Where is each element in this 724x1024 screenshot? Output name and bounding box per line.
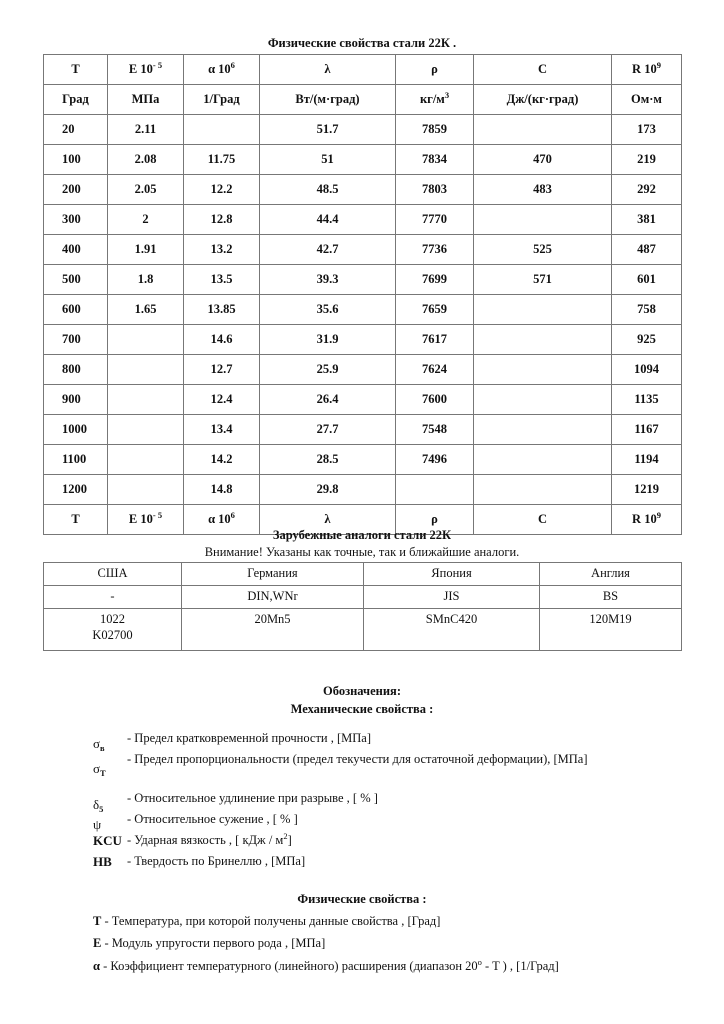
cell-text: Вт/(м·град): [295, 92, 360, 106]
table-cell: [108, 445, 184, 475]
table-row: [44, 205, 682, 235]
symbol-base: σ: [93, 761, 101, 776]
table-cell: 525: [474, 235, 612, 265]
symbol-subscript: в: [100, 743, 105, 753]
table-cell: 381: [612, 205, 682, 235]
table-row: [44, 385, 682, 415]
table-cell: 900: [44, 385, 108, 415]
table-cell: 100: [44, 145, 108, 175]
table-cell: 7624: [396, 355, 474, 385]
table-cell: 2.11: [108, 115, 184, 145]
table-cell: 11.75: [184, 145, 260, 175]
table-cell: 12.7: [184, 355, 260, 385]
table-row: [44, 415, 682, 445]
grade-text: 1022: [100, 612, 125, 626]
analog-cell: [364, 609, 540, 651]
table-cell: [108, 475, 184, 505]
legend-text-tail: - T ) , [1/Град]: [481, 959, 559, 973]
grade-text: 120M19: [589, 612, 632, 626]
countries-row: [44, 563, 682, 586]
legend-text: [127, 790, 637, 806]
table-cell: 26.4: [260, 385, 396, 415]
table-cell: 1.8: [108, 265, 184, 295]
legend-text: [127, 811, 637, 827]
analog-cell: [44, 609, 182, 651]
table-cell: 13.85: [184, 295, 260, 325]
table-cell: [474, 445, 612, 475]
table-cell: 39.3: [260, 265, 396, 295]
table-cell: 7600: [396, 385, 474, 415]
header-cell: [260, 55, 396, 85]
table-cell: 7659: [396, 295, 474, 325]
symbol-base: σ: [93, 736, 101, 751]
table-cell: 29.8: [260, 475, 396, 505]
table-cell: 28.5: [260, 445, 396, 475]
table-cell: 7834: [396, 145, 474, 175]
legend-text: - Модуль упругости первого рода , [МПа]: [101, 936, 326, 950]
table-cell: 48.5: [260, 175, 396, 205]
table-cell: 601: [612, 265, 682, 295]
table-cell: 12.2: [184, 175, 260, 205]
legend-text: - Температура, при которой получены данные свойства , [Град]: [101, 914, 441, 928]
header-cell: [44, 85, 108, 115]
symbol-base: ψ: [93, 817, 102, 832]
symbol-base: KCU: [93, 833, 122, 848]
cell-text: λ: [324, 62, 331, 76]
legend-text: [127, 853, 637, 869]
table-row: [44, 265, 682, 295]
analog-cell: Англия: [540, 563, 682, 586]
table-cell: 20: [44, 115, 108, 145]
legend-text-superscript: 2: [283, 831, 288, 841]
cell-text: R 10: [632, 512, 657, 526]
table-row: [44, 145, 682, 175]
header-units-row: [44, 85, 682, 115]
table-cell: 14.2: [184, 445, 260, 475]
analog-cell: [540, 609, 682, 651]
table-cell: 51.7: [260, 115, 396, 145]
table-cell: 1.65: [108, 295, 184, 325]
legend-text-main: - Относительное удлинение при разрыве , [ % ]: [127, 791, 378, 805]
cell-text: МПа: [131, 92, 160, 106]
table-cell: 1219: [612, 475, 682, 505]
legend-text-main: - Твердость по Бринеллю , [МПа]: [127, 854, 306, 868]
header-symbols-row: [44, 55, 682, 85]
legend-symbol: α: [93, 959, 100, 973]
analog-cell: JIS: [364, 586, 540, 609]
table-cell: 1200: [44, 475, 108, 505]
legend-symbol: T: [93, 914, 102, 928]
mechanical-properties-title: Механические свойства :: [290, 702, 434, 716]
table-cell: [474, 415, 612, 445]
table-cell: 2: [108, 205, 184, 235]
legend-symbol: [93, 833, 127, 849]
standards-row: [44, 586, 682, 609]
cell-text: ρ: [431, 512, 438, 526]
table-cell: 44.4: [260, 205, 396, 235]
legend-text-main: - Предел пропорциональности (предел текучести для остаточной деформации), [МПа]: [127, 752, 588, 766]
table-cell: 1100: [44, 445, 108, 475]
table-cell: 25.9: [260, 355, 396, 385]
analog-cell: Германия: [182, 563, 364, 586]
analog-cell: [182, 609, 364, 651]
table-cell: 1094: [612, 355, 682, 385]
table-cell: 12.4: [184, 385, 260, 415]
header-cell: [44, 55, 108, 85]
header-cell: [184, 85, 260, 115]
legend-text-main: - Предел кратковременной прочности , [МПа]: [127, 731, 372, 745]
cell-text: C: [537, 62, 548, 76]
cell-superscript: - 5: [152, 510, 163, 520]
legend-symbol: [93, 817, 127, 833]
table-cell: [474, 115, 612, 145]
legend-item: [93, 935, 653, 951]
table-cell: 7770: [396, 205, 474, 235]
cell-text: E 10: [128, 62, 153, 76]
physical-properties-table: [43, 54, 682, 535]
table-cell: 483: [474, 175, 612, 205]
physical-properties-title: Физические свойства стали 22К .: [267, 36, 457, 50]
legend-symbol: [93, 797, 127, 813]
table-cell: 42.7: [260, 235, 396, 265]
header-cell: [260, 85, 396, 115]
table-cell: 758: [612, 295, 682, 325]
header-cell: [474, 55, 612, 85]
table-cell: [396, 475, 474, 505]
table-cell: 27.7: [260, 415, 396, 445]
cell-superscript: 9: [656, 510, 661, 520]
grade-text: K02700: [92, 628, 133, 642]
symbol-base: δ: [93, 797, 100, 812]
table-cell: 1167: [612, 415, 682, 445]
table-cell: 925: [612, 325, 682, 355]
table-cell: 571: [474, 265, 612, 295]
table-cell: 1000: [44, 415, 108, 445]
table-cell: 14.6: [184, 325, 260, 355]
table-cell: 292: [612, 175, 682, 205]
analogs-title: Зарубежные аналоги стали 22К: [272, 528, 452, 542]
legend-text-main: - Относительное сужение , [ % ]: [127, 812, 298, 826]
table-cell: 13.4: [184, 415, 260, 445]
table-row: [44, 235, 682, 265]
header-cell: [396, 55, 474, 85]
table-row: [44, 175, 682, 205]
legend-item: [93, 958, 653, 974]
cell-text: кг/м: [419, 92, 445, 106]
table-cell: 2.08: [108, 145, 184, 175]
table-cell: 173: [612, 115, 682, 145]
cell-superscript: 9: [656, 60, 661, 70]
table-cell: [474, 205, 612, 235]
legend-symbol: [93, 761, 127, 777]
table-row: [44, 445, 682, 475]
table-cell: 7736: [396, 235, 474, 265]
cell-text: T: [71, 62, 80, 76]
cell-superscript: 3: [444, 90, 450, 100]
cell-text: α 10: [208, 62, 231, 76]
table-cell: [108, 385, 184, 415]
legend-text: [127, 832, 637, 848]
table-cell: [108, 325, 184, 355]
header-cell: [474, 85, 612, 115]
analog-cell: Япония: [364, 563, 540, 586]
table-cell: 1.91: [108, 235, 184, 265]
table-cell: 300: [44, 205, 108, 235]
table-cell: 7548: [396, 415, 474, 445]
legend-symbol: [93, 854, 127, 870]
legend-item: [93, 913, 653, 929]
table-cell: 1135: [612, 385, 682, 415]
symbol-subscript: 5: [99, 804, 104, 814]
cell-text: E 10: [128, 512, 153, 526]
table-cell: 31.9: [260, 325, 396, 355]
cell-superscript: 6: [230, 60, 235, 70]
analog-cell: США: [44, 563, 182, 586]
table-cell: 7699: [396, 265, 474, 295]
table-cell: [108, 415, 184, 445]
cell-text: Дж/(кг·град): [506, 92, 579, 106]
table-row: [44, 295, 682, 325]
table-row: [44, 325, 682, 355]
table-cell: [474, 355, 612, 385]
grade-text: SMnC420: [425, 612, 478, 626]
header-cell: [396, 85, 474, 115]
cell-text: α 10: [208, 512, 231, 526]
legend-symbol: E: [93, 936, 102, 950]
legend-text: - Коэффициент температурного (линейного) расширения (диапазон 20: [99, 959, 478, 973]
table-cell: 487: [612, 235, 682, 265]
header-cell: [612, 55, 682, 85]
cell-text: C: [537, 512, 548, 526]
legend-text-tail: ]: [287, 833, 292, 847]
table-cell: 14.8: [184, 475, 260, 505]
grade-text: 20Mn5: [254, 612, 291, 626]
cell-text: λ: [324, 512, 331, 526]
table-cell: [474, 295, 612, 325]
cell-text: T: [71, 512, 80, 526]
table-cell: 470: [474, 145, 612, 175]
cell-superscript: - 5: [152, 60, 163, 70]
table-cell: 7859: [396, 115, 474, 145]
table-cell: 7496: [396, 445, 474, 475]
analog-cell: DIN,WNr: [182, 586, 364, 609]
symbol-base: HB: [93, 854, 112, 869]
table-cell: 7617: [396, 325, 474, 355]
table-cell: [184, 115, 260, 145]
table-cell: 35.6: [260, 295, 396, 325]
header-cell: [108, 55, 184, 85]
table-cell: 600: [44, 295, 108, 325]
table-cell: 13.2: [184, 235, 260, 265]
symbol-subscript: T: [100, 768, 106, 778]
table-row: [44, 475, 682, 505]
cell-text: Град: [62, 92, 89, 106]
physical-properties-legend-title: Физические свойства :: [297, 892, 427, 906]
table-cell: 400: [44, 235, 108, 265]
grades-row: [44, 609, 682, 651]
analogs-table: [43, 562, 682, 651]
table-cell: [474, 385, 612, 415]
cell-text: R 10: [632, 62, 657, 76]
table-cell: 700: [44, 325, 108, 355]
legend-text: [127, 751, 637, 767]
table-cell: 200: [44, 175, 108, 205]
table-cell: 2.05: [108, 175, 184, 205]
table-cell: 51: [260, 145, 396, 175]
header-cell: [108, 85, 184, 115]
table-cell: 800: [44, 355, 108, 385]
table-row: [44, 115, 682, 145]
cell-text: Ом·м: [631, 92, 662, 106]
cell-text: ρ: [431, 62, 438, 76]
header-cell: [184, 55, 260, 85]
legend-text-superscript: o: [477, 957, 482, 967]
legend-text: [127, 730, 637, 746]
legend-title: Обозначения:: [323, 684, 401, 698]
table-cell: 12.8: [184, 205, 260, 235]
cell-superscript: 6: [230, 510, 235, 520]
table-cell: 500: [44, 265, 108, 295]
table-cell: [108, 355, 184, 385]
table-cell: 1194: [612, 445, 682, 475]
legend-text-main: - Ударная вязкость , [ кДж / м: [127, 833, 284, 847]
table-row: [44, 355, 682, 385]
analog-cell: BS: [540, 586, 682, 609]
analog-cell: -: [44, 586, 182, 609]
legend-symbol: [93, 736, 127, 752]
table-cell: 219: [612, 145, 682, 175]
table-cell: [474, 325, 612, 355]
analogs-note: Внимание! Указаны как точные, так и ближайшие аналоги.: [204, 545, 520, 559]
cell-text: 1/Град: [203, 92, 240, 106]
header-cell: [612, 85, 682, 115]
table-cell: [474, 475, 612, 505]
table-cell: 13.5: [184, 265, 260, 295]
table-cell: 7803: [396, 175, 474, 205]
